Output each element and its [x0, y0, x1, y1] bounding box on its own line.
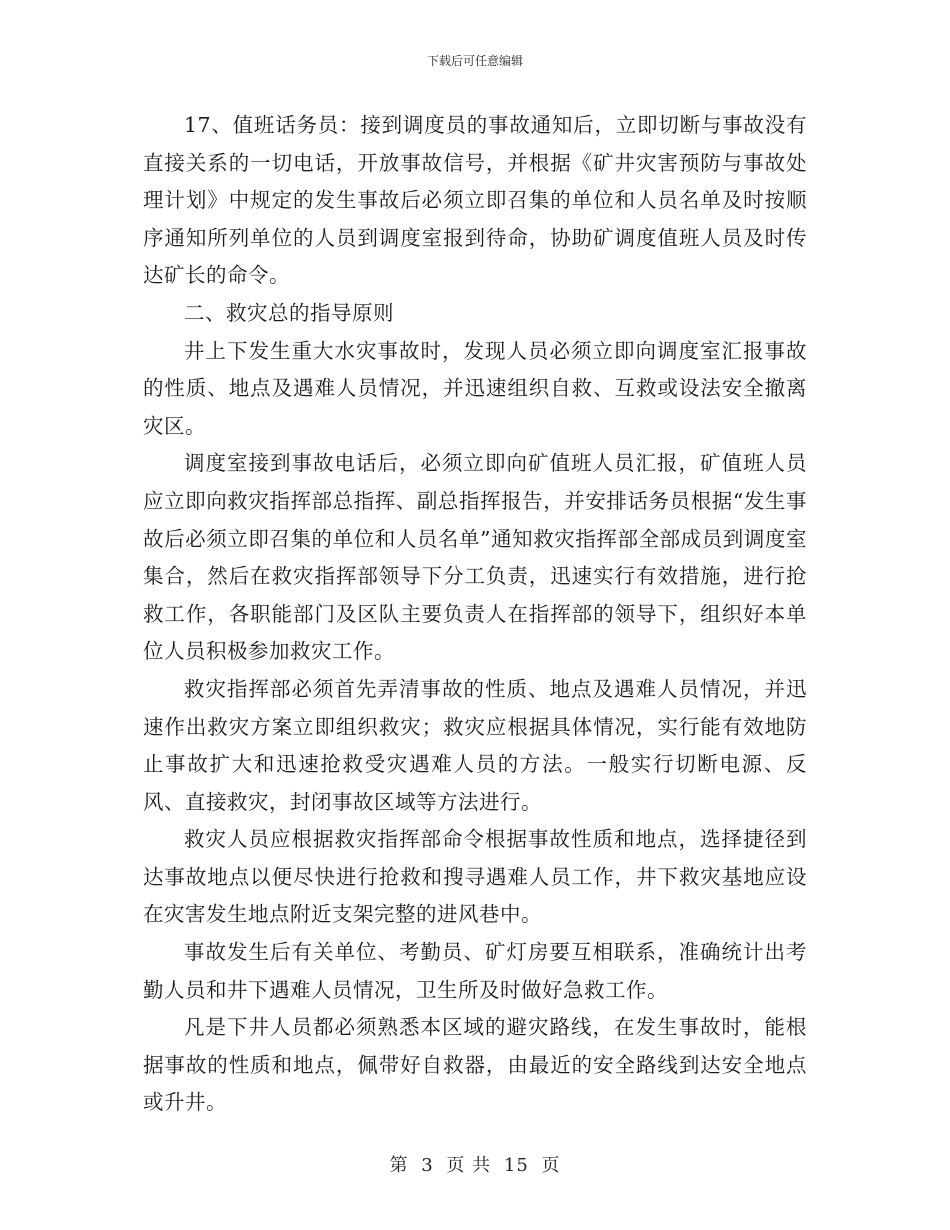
section-heading-principles: 二、救灾总的指导原则: [184, 300, 394, 325]
paragraph-dispatch-room: 调度室接到事故电话后，必须立即向矿值班人员汇报，矿值班人员应立即向救灾指挥部总指挥、副总指挥报告，并安排话务员根据“发生事故后必须立即召集的单位和人员名单”通知救灾指挥部全部成员到调度室集合，然后在救灾指挥部领导下分工负责，迅速实行有效措施，进行抢救工作，各职能部门及区队主要负责人在指挥部的领导下，组织好本单位人员积极参加救灾工作。: [143, 451, 807, 664]
paragraph-attendance: 事故发生后有关单位、考勤员、矿灯房要互相联系，准确统计出考勤人员和井下遇难人员情况，卫生所及时做好急救工作。: [143, 940, 807, 1002]
page-footer-suffix: 页: [541, 1155, 561, 1176]
paragraph-duty-operator: 17、值班话务员：接到调度员的事故通知后，立即切断与事故没有直接关系的一切电话，开放事故信号，并根据《矿井灾害预防与事故处理计划》中规定的发生事故后必须立即召集的单位和人员名单及时按顺序通知所列单位的人员到调度室报到待命，协助矿调度值班人员及时传达矿长的命令。: [143, 113, 807, 288]
page-footer-middle: 页 共: [446, 1155, 492, 1176]
page-number-total: 15: [503, 1155, 529, 1176]
paragraph-rescue-personnel: 救灾人员应根据救灾指挥部命令根据事故性质和地点，选择捷径到达事故地点以便尽快进行抢救和搜寻遇难人员工作，井下救灾基地应设在灾害发生地点附近支架完整的进风巷中。: [143, 827, 807, 927]
page-header: 下载后可任意编辑: [426, 54, 523, 68]
page-footer: [0, 1154, 950, 1178]
paragraph-escape-routes: 凡是下井人员都必须熟悉本区域的避灾路线，在发生事故时，能根据事故的性质和地点，佩带好自救器，由最近的安全路线到达安全地点或升井。: [143, 1015, 807, 1115]
paragraph-command-center: 救灾指挥部必须首先弄清事故的性质、地点及遇难人员情况，并迅速作出救灾方案立即组织救灾；救灾应根据具体情况，实行能有效地防止事故扩大和迅速抢救受灾遇难人员的方法。一般实行切断电源、反风、直接救灾，封闭事故区域等方法进行。: [143, 676, 807, 814]
page-number-current: 3: [421, 1155, 434, 1176]
paragraph-report-incident: 井上下发生重大水灾事故时，发现人员必须立即向调度室汇报事故的性质、地点及遇难人员情况，并迅速组织自救、互救或设法安全撤离灾区。: [143, 338, 807, 438]
document-body: [143, 107, 807, 1122]
page-footer-prefix: 第: [389, 1155, 409, 1176]
